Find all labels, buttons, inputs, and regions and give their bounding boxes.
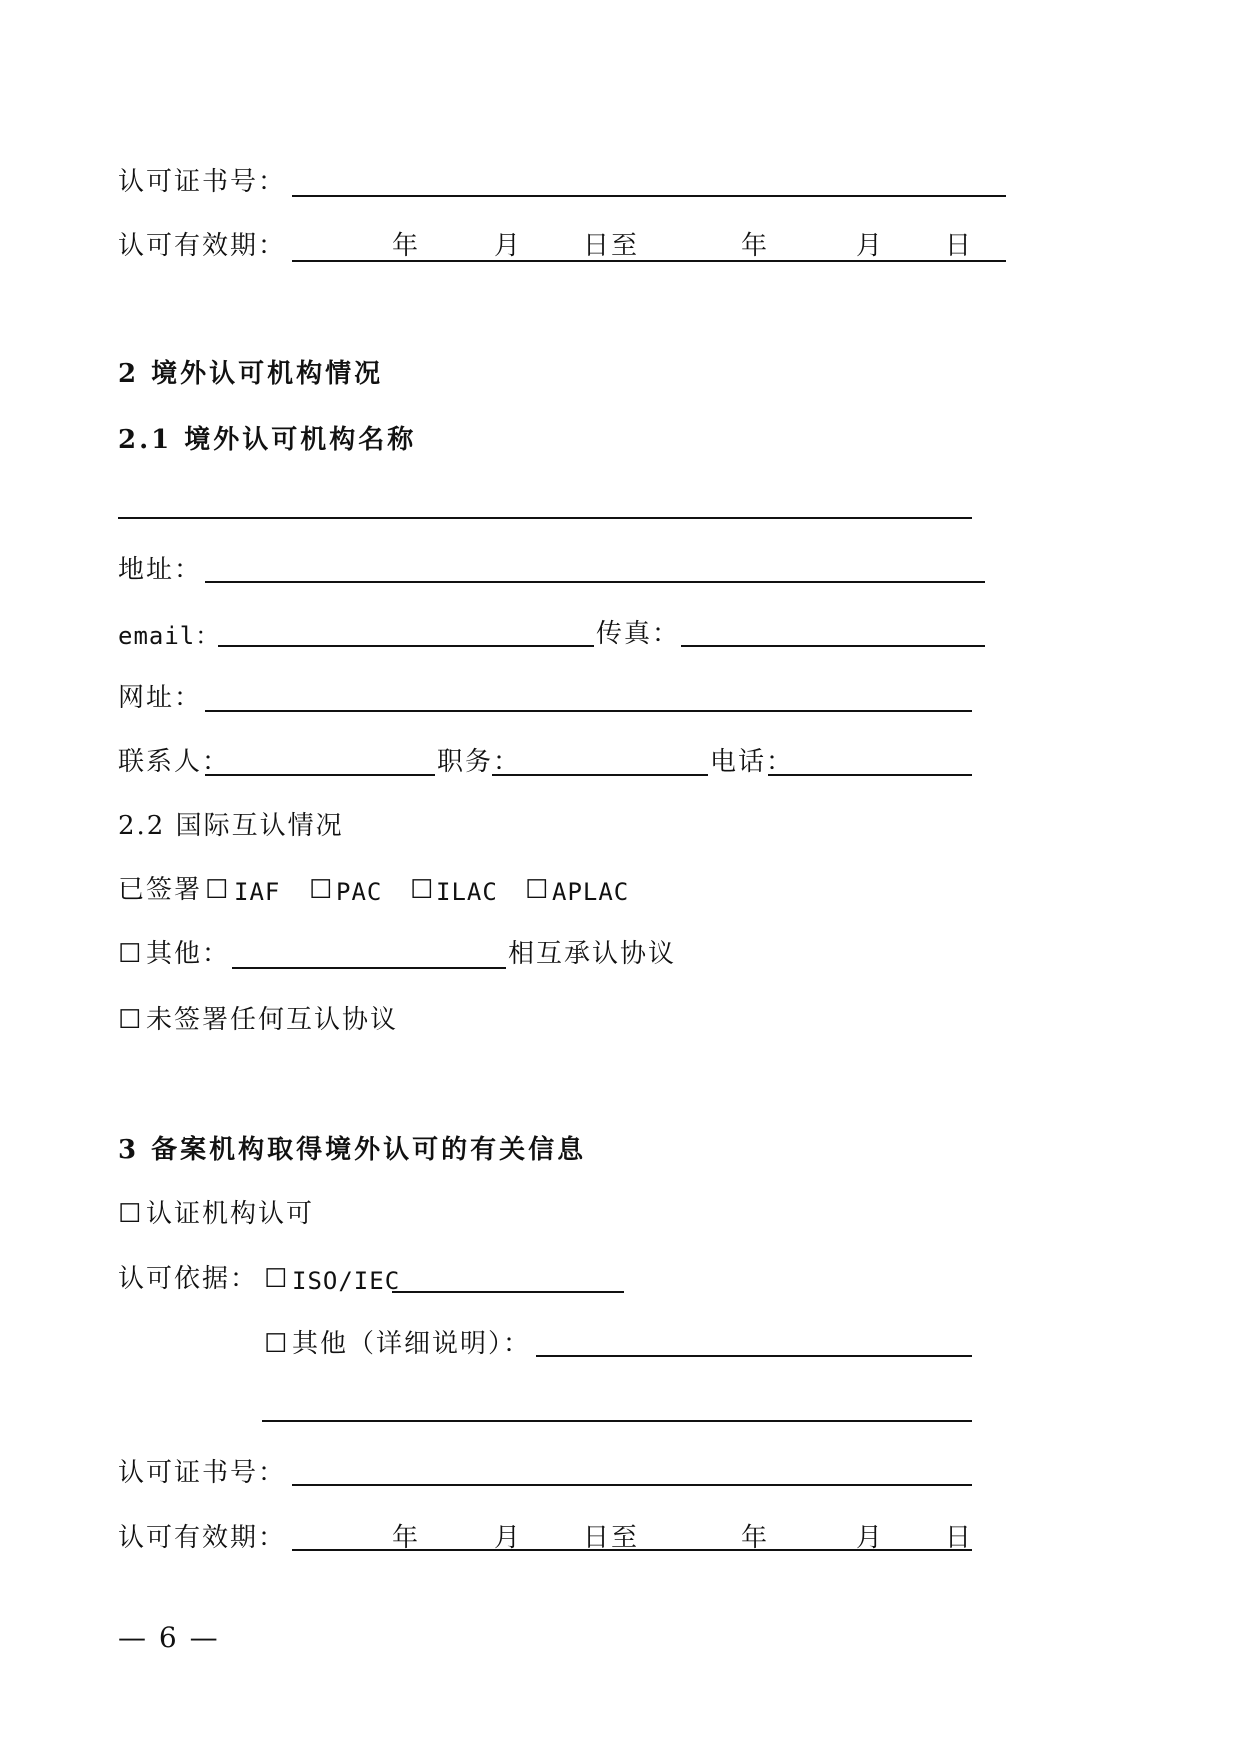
aplac-checkbox[interactable]: ☐ [525, 875, 551, 905]
other-basis-field[interactable] [536, 1355, 972, 1357]
section-2-2-title: 2.2 国际互认情况 [118, 811, 344, 841]
signed-label: 已签署 [118, 875, 203, 905]
section-3-end-year: 年 [741, 1523, 770, 1553]
phone-field[interactable] [768, 774, 972, 776]
validity-end-day: 日 [945, 231, 974, 261]
fax-label: 传真： [596, 619, 681, 649]
section-2-1-title: 2.1 境外认可机构名称 [118, 425, 417, 455]
iaf-label: IAF [234, 878, 281, 906]
other-basis-label: 其他（详细说明）： [292, 1329, 532, 1359]
accreditation-body-name-field[interactable] [118, 517, 972, 519]
section-3-end-month: 月 [856, 1523, 885, 1553]
other-basis-checkbox[interactable]: ☐ [264, 1329, 290, 1359]
position-field[interactable] [492, 774, 708, 776]
website-field[interactable] [205, 710, 972, 712]
not-signed-label: 未签署任何互认协议 [146, 1005, 399, 1035]
iso-iec-label: ISO/IEC [292, 1267, 401, 1295]
website-label: 网址： [118, 683, 203, 713]
other-agreement-label: 其他： [146, 939, 231, 969]
cert-number-label: 认可证书号： [118, 167, 287, 197]
iso-iec-field[interactable] [392, 1291, 624, 1293]
address-field[interactable] [205, 581, 985, 583]
cert-body-checkbox[interactable]: ☐ [118, 1199, 144, 1229]
mutual-recognition-suffix: 相互承认协议 [508, 939, 677, 969]
section-3-end-day: 日 [945, 1523, 974, 1553]
pac-checkbox[interactable]: ☐ [309, 875, 335, 905]
address-label: 地址： [118, 555, 203, 585]
validity-start-day-to: 日至 [583, 231, 640, 261]
section-3-cert-number-field[interactable] [292, 1484, 972, 1486]
other-agreement-checkbox[interactable]: ☐ [118, 939, 144, 969]
ilac-checkbox[interactable]: ☐ [410, 875, 436, 905]
email-field[interactable] [218, 645, 594, 647]
basis-label: 认可依据： [118, 1264, 259, 1294]
section-2-title: 2 境外认可机构情况 [118, 359, 384, 389]
section-3-start-month: 月 [494, 1523, 523, 1553]
validity-end-month: 月 [856, 231, 885, 261]
section-3-cert-number-label: 认可证书号： [118, 1458, 287, 1488]
fax-field[interactable] [681, 645, 985, 647]
position-label: 职务： [437, 747, 522, 777]
contact-field[interactable] [205, 774, 435, 776]
phone-label: 电话： [710, 747, 795, 777]
page-number: — 6 — [118, 1621, 220, 1654]
pac-label: PAC [336, 878, 383, 906]
contact-label: 联系人： [118, 747, 231, 777]
other-basis-field-line-2[interactable] [262, 1420, 972, 1422]
validity-start-year: 年 [392, 231, 421, 261]
cert-number-field[interactable] [292, 195, 1006, 197]
iaf-checkbox[interactable]: ☐ [205, 875, 231, 905]
section-3-title: 3 备案机构取得境外认可的有关信息 [118, 1135, 587, 1165]
validity-start-month: 月 [494, 231, 523, 261]
aplac-label: APLAC [552, 878, 630, 906]
section-3-validity-label: 认可有效期： [118, 1523, 287, 1553]
other-agreement-field[interactable] [232, 967, 506, 969]
iso-iec-checkbox[interactable]: ☐ [264, 1264, 290, 1294]
email-label: email： [118, 622, 221, 650]
ilac-label: ILAC [436, 878, 498, 906]
section-3-start-day-to: 日至 [583, 1523, 640, 1553]
validity-label: 认可有效期： [118, 231, 287, 261]
not-signed-checkbox[interactable]: ☐ [118, 1005, 144, 1035]
section-3-start-year: 年 [392, 1523, 421, 1553]
cert-body-label: 认证机构认可 [146, 1199, 315, 1229]
validity-end-year: 年 [741, 231, 770, 261]
